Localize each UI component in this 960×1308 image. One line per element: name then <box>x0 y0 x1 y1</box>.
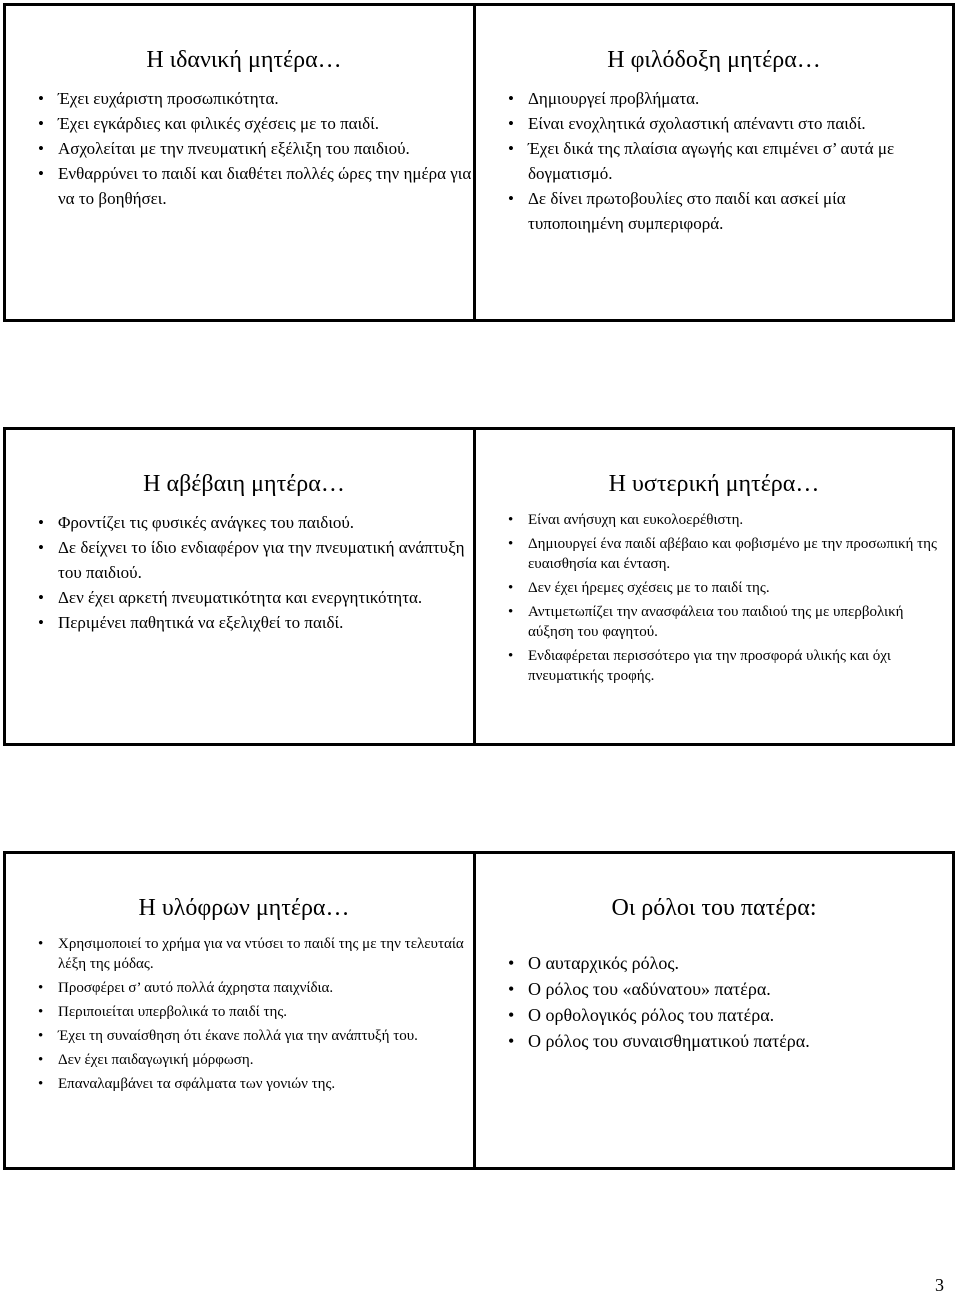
bullet-item: • Δεν έχει αρκετή πνευματικότητα και ενεργητικότητα. <box>58 585 472 610</box>
bullet-item: • Δε δίνει πρωτοβουλίες στο παιδί και ασκεί μία τυποποιημένη συμπεριφορά. <box>528 186 942 236</box>
bullet-item: • Έχει εγκάρδιες και φιλικές σχέσεις με το παιδί. <box>58 111 472 136</box>
slide-ambitious-mother <box>473 3 955 322</box>
bullet-item: • Είναι ενοχλητικά σχολαστική απέναντι στο παιδί. <box>528 111 942 136</box>
bullet-list <box>476 86 952 236</box>
bullet-item: • Προσφέρει σ’ αυτό πολλά άχρηστα παιχνίδια. <box>58 978 472 998</box>
bullet-item: • Δημιουργεί προβλήματα. <box>528 86 942 111</box>
bullet-item: • Ενθαρρύνει το παιδί και διαθέτει πολλές ώρες την ημέρα για να το βοηθήσει. <box>58 161 472 211</box>
bullet-item: • Ο ρόλος του «αδύνατου» πατέρα. <box>528 976 942 1002</box>
bullet-item: • Αντιμετωπίζει την ανασφάλεια του παιδιού της με υπερβολική αύξηση του φαγητού. <box>528 602 942 642</box>
slide-title: Η υλόφρων μητέρα… <box>138 895 350 921</box>
bullet-item: • Ο ορθολογικός ρόλος του πατέρα. <box>528 1002 942 1028</box>
slide-hysterical-mother <box>473 427 955 746</box>
bullet-list <box>6 86 482 211</box>
bullet-item: • Έχει δικά της πλαίσια αγωγής και επιμένει σ’ αυτά με δογματισμό. <box>528 136 942 186</box>
slide-title: Η ιδανική μητέρα… <box>146 47 342 73</box>
slide-title: Οι ρόλοι του πατέρα: <box>611 895 817 921</box>
bullet-item: • Περιποιείται υπερβολικά το παιδί της. <box>58 1002 472 1022</box>
bullet-list <box>476 934 952 1054</box>
bullet-item: • Δημιουργεί ένα παιδί αβέβαιο και φοβισμένο με την προσωπική της ευαισθησία και ένταση. <box>528 534 942 574</box>
bullet-item: • Δεν έχει παιδαγωγική μόρφωση. <box>58 1050 472 1070</box>
bullet-list <box>6 510 482 635</box>
bullet-list <box>6 934 482 1094</box>
bullet-item: • Ασχολείται με την πνευματική εξέλιξη του παιδιού. <box>58 136 472 161</box>
slide-ideal-mother <box>3 3 485 322</box>
slide-uncertain-mother <box>3 427 485 746</box>
slide-title: Η αβέβαιη μητέρα… <box>143 471 345 497</box>
bullet-item: • Δεν έχει ήρεμες σχέσεις με το παιδί της. <box>528 578 942 598</box>
slide-title: Η υστερική μητέρα… <box>608 471 820 497</box>
bullet-item: • Περιμένει παθητικά να εξελιχθεί το παιδί. <box>58 610 472 635</box>
bullet-item: • Έχει τη συναίσθηση ότι έκανε πολλά για την ανάπτυξή του. <box>58 1026 472 1046</box>
bullet-item: • Επαναλαμβάνει τα σφάλματα των γονιών της. <box>58 1074 472 1094</box>
bullet-item: • Είναι ανήσυχη και ευκολοερέθιστη. <box>528 510 942 530</box>
bullet-item: • Ενδιαφέρεται περισσότερο για την προσφορά υλικής και όχι πνευματικής τροφής. <box>528 646 942 686</box>
slide-title: Η φιλόδοξη μητέρα… <box>607 47 821 73</box>
bullet-item: • Έχει ευχάριστη προσωπικότητα. <box>58 86 472 111</box>
slide-materialistic-mother <box>3 851 485 1170</box>
bullet-item: • Ο αυταρχικός ρόλος. <box>528 950 942 976</box>
slide-father-roles <box>473 851 955 1170</box>
bullet-item: • Φροντίζει τις φυσικές ανάγκες του παιδιού. <box>58 510 472 535</box>
bullet-item: • Χρησιμοποιεί το χρήμα για να ντύσει το παιδί της με την τελευταία λέξη της μόδας. <box>58 934 472 974</box>
bullet-item: • Ο ρόλος του συναισθηματικού πατέρα. <box>528 1028 942 1054</box>
bullet-item: • Δε δείχνει το ίδιο ενδιαφέρον για την πνευματική ανάπτυξη του παιδιού. <box>58 535 472 585</box>
bullet-list <box>476 510 952 686</box>
page-number: 3 <box>935 1275 944 1295</box>
